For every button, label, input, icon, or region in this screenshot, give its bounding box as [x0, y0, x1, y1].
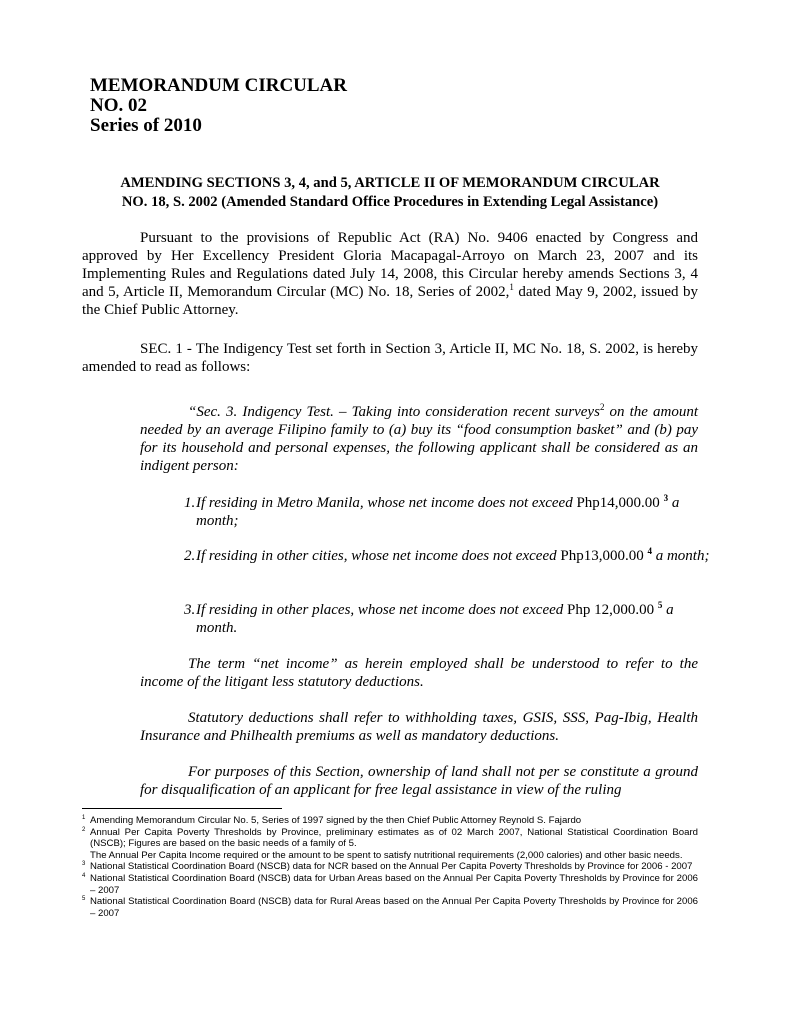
preamble-paragraph	[82, 229, 698, 319]
footnote: $^4$ National Statistical Coordination Board (NSCB) data for Urban Areas based on the Annual Per Capita Poverty Thresholds by Province for 2006 – 2007	[82, 872, 698, 896]
heading-line: AMENDING SECTIONS 3, 4, and 5, ARTICLE II OF MEMORANDUM CIRCULAR	[120, 175, 660, 191]
footnote: $^1$ Amending Memorandum Circular No. 5, Series of 1997 signed by the then Chief Public Attorney Reynold S. Fajardo	[82, 815, 582, 826]
footnote	[82, 850, 698, 862]
amount: Php14,000.00	[576, 495, 660, 511]
footnote-ref[interactable]: 5	[657, 600, 663, 610]
text: The Annual Per Capita Income required or the amount to be spent to satisfy nutritional requirements (2,000 calories) and other basic needs.	[90, 849, 683, 861]
list-number: 3.	[184, 602, 196, 618]
quoted-section-3	[140, 403, 698, 475]
text: National Statistical Coordination Board (NSCB) data for NCR based on the Annual Per Capita Poverty Thresholds by Province for 2006 - 2007	[90, 861, 693, 873]
subject-heading	[82, 174, 698, 212]
footnote: $^2$ Annual Per Capita Poverty Thresholds by Province, preliminary estimates as of 02 March 2007, National Statistical Coordination Board (NSCB); Figures are based on the basic needs of a family of 5.	[82, 826, 698, 850]
text: “Sec. 3. Indigency Test. – Taking into consideration recent surveys	[188, 404, 600, 420]
text: a month;	[196, 495, 680, 529]
list-number: 2.	[184, 548, 196, 564]
footnote-ref[interactable]: 4	[647, 546, 652, 556]
text: dated May 9, 2002, issued by the Chief Public Attorney.	[82, 284, 698, 318]
footnotes	[82, 815, 698, 919]
section-1-paragraph: SEC. 1 - The Indigency Test set forth in Section 3, Article II, MC No. 18, S. 2002, is hereby amended to read as follows:	[82, 341, 698, 375]
footnote-ref[interactable]: 2	[599, 402, 605, 412]
land-ownership-paragraph: For purposes of this Section, ownership of land shall not per se constitute a ground for disqualification of an applicant for free legal assistance in view of the ruling	[140, 764, 698, 798]
text: If residing in Metro Manila, whose net income does not exceed	[196, 495, 577, 511]
text: National Statistical Coordination Board (NSCB) data for Urban Areas based on the Annual Per Capita Poverty Thresholds by Province for 2006 – 2007	[90, 872, 698, 896]
list-item	[184, 494, 710, 530]
text: If residing in other cities, whose net income does not exceed	[196, 548, 561, 564]
amount: Php13,000.00	[560, 548, 644, 564]
text: Amending Memorandum Circular No. 5, Series of 1997 signed by the then Chief Public Attorney Reynold S. Fajardo	[90, 815, 582, 826]
text: a month.	[196, 602, 674, 636]
statutory-deductions-paragraph: Statutory deductions shall refer to withholding taxes, GSIS, SSS, Pag-Ibig, Health Insurance and Philhealth premiums as well as mandatory deductions.	[140, 710, 698, 744]
list-item	[184, 547, 710, 565]
list-item	[184, 601, 710, 637]
text: Annual Per Capita Poverty Thresholds by Province, preliminary estimates as of 02 March 2007, National Statistical Coordination Board (NSCB); Figures are based on the basic needs of a family of 5.	[90, 826, 698, 850]
footnote: $^5$ National Statistical Coordination Board (NSCB) data for Rural Areas based on the Annual Per Capita Poverty Thresholds by Province for 2006 – 2007	[82, 896, 698, 919]
title-line: MEMORANDUM CIRCULAR	[90, 75, 348, 96]
memo-title	[90, 76, 347, 136]
text: a month;	[651, 548, 710, 564]
heading-line: NO. 18, S. 2002 (Amended Standard Office Procedures in Extending Legal Assistance)	[121, 194, 659, 210]
footnote-ref[interactable]: 1	[509, 282, 514, 292]
title-line: Series of 2010	[90, 115, 202, 136]
footnote-divider	[82, 808, 282, 809]
footnote: $^3$ National Statistical Coordination Board (NSCB) data for NCR based on the Annual Per Capita Poverty Thresholds by Province for 2006 - 2007	[82, 861, 693, 873]
text: on the amount needed by an average Filipino family to (a) buy its “food consumption basket” and (b) pay for its household and personal expenses, the following applicant shall be considered as an indigent person:	[140, 404, 699, 474]
list-number: 1.	[184, 495, 196, 511]
text: If residing in other places, whose net income does not exceed	[196, 602, 568, 618]
footnote-ref[interactable]: 3	[663, 493, 669, 503]
text: National Statistical Coordination Board (NSCB) data for Rural Areas based on the Annual Per Capita Poverty Thresholds by Province for 2006 – 2007	[90, 896, 698, 919]
amount: Php 12,000.00	[567, 602, 655, 618]
title-line: NO. 02	[90, 95, 147, 116]
net-income-paragraph: The term “net income” as herein employed shall be understood to refer to the income of the litigant less statutory deductions.	[140, 656, 698, 690]
text: Pursuant to the provisions of Republic Act (RA) No. 9406 enacted by Congress and approved by Her Excellency President Gloria Macapagal-Arroyo on March 23, 2007 and its Implementing Rules and Regulations dated July 14, 2008, this Circular hereby amends Sections 3, 4 and 5, Article II, Memorandum Circular (MC) No. 18, Series of 2002,	[82, 230, 698, 300]
